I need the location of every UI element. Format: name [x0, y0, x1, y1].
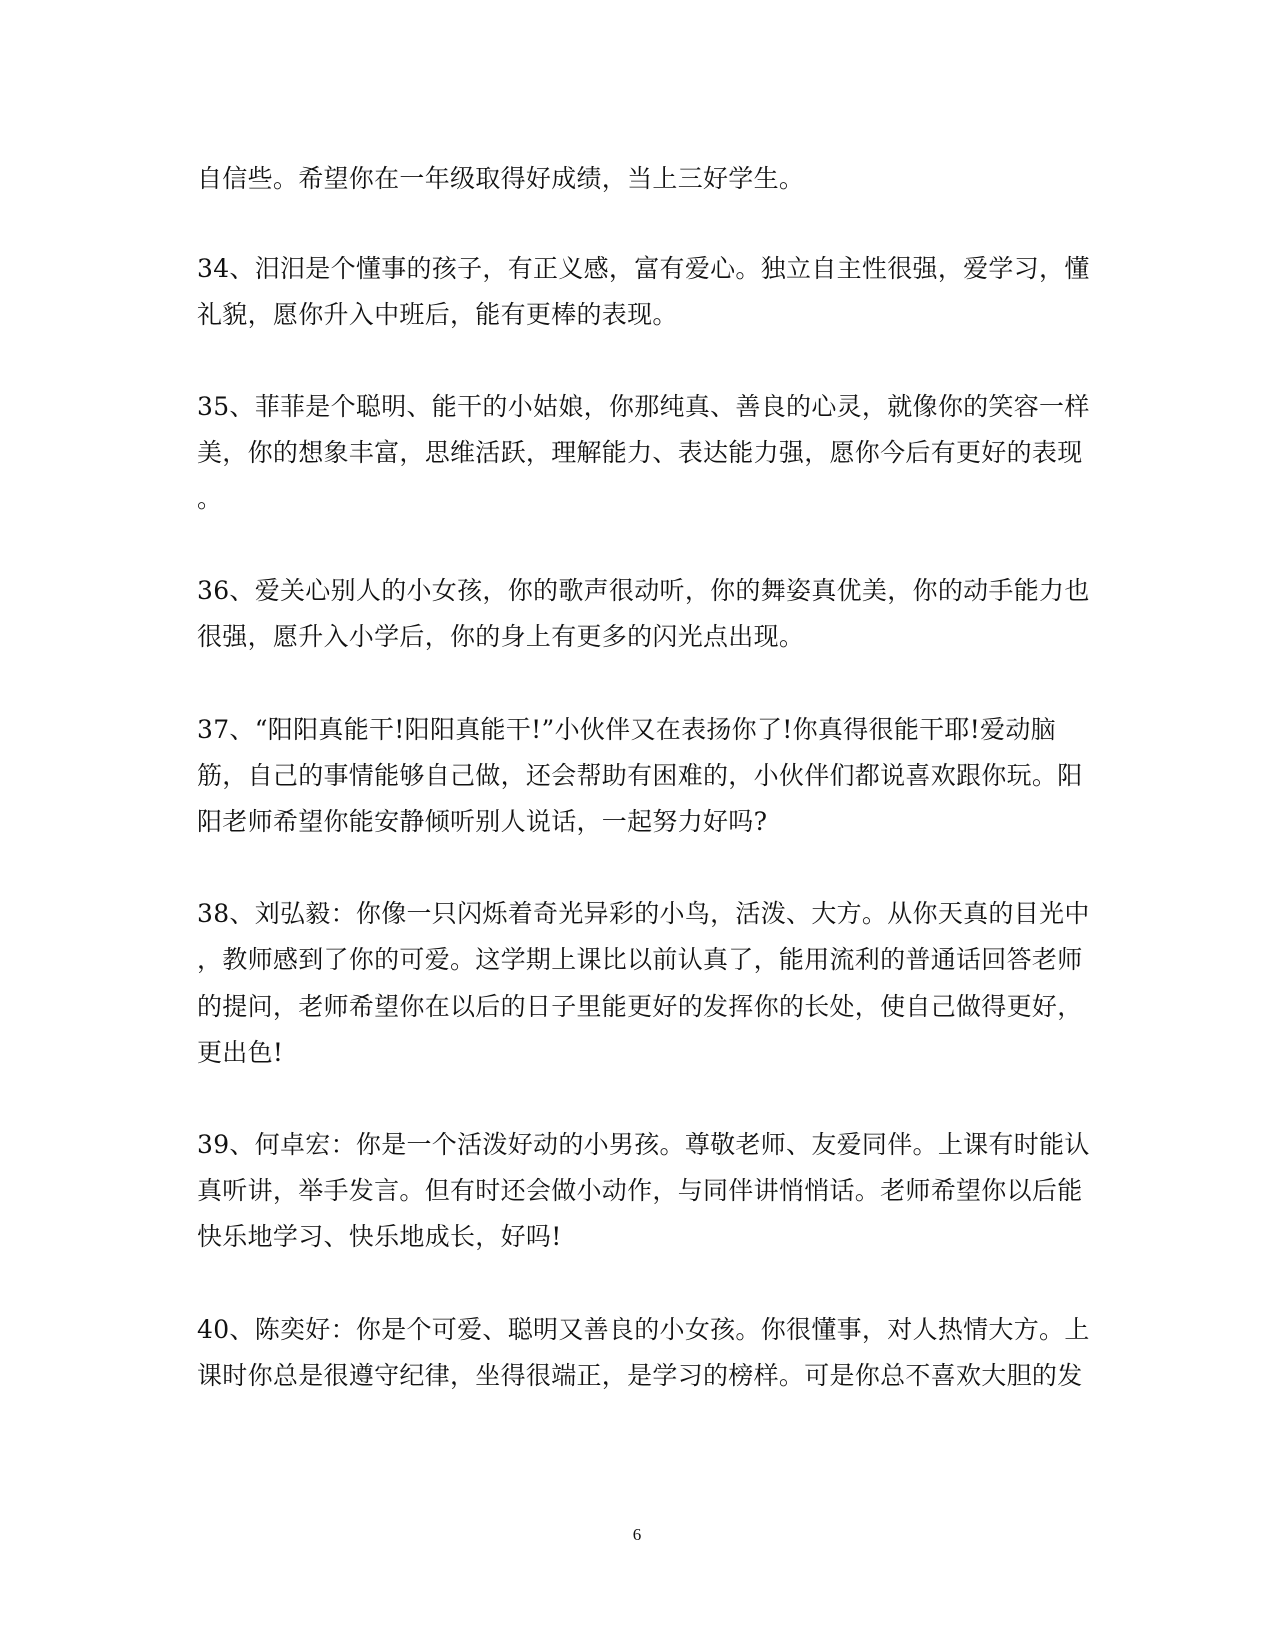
page-number: 6 [632, 1525, 642, 1544]
paragraph-line: 阳老师希望你能安静倾听别人说话，一起努力好吗? [197, 807, 768, 836]
paragraph-line: 更出色! [197, 1038, 284, 1067]
paragraph-line: 37、“阳阳真能干!阳阳真能干!”小伙伴又在表扬你了!你真得很能干耶!爱动脑 [197, 715, 1056, 744]
paragraph-line: 筋，自己的事情能够自己做，还会帮助有困难的，小伙伴们都说喜欢跟你玩。阳 [197, 761, 1083, 790]
paragraph-line: 的提问，老师希望你在以后的日子里能更好的发挥你的长处，使自己做得更好， [197, 992, 1083, 1021]
paragraph-line: 课时你总是很遵守纪律，坐得很端正，是学习的榜样。可是你总不喜欢大胆的发 [197, 1361, 1083, 1390]
paragraph-line: 礼貌，愿你升入中班后，能有更棒的表现。 [197, 300, 678, 329]
paragraph-line: 真听讲，举手发言。但有时还会做小动作，与同伴讲悄悄话。老师希望你以后能 [197, 1176, 1083, 1205]
paragraph-line: 40、陈奕好：你是个可爱、聪明又善良的小女孩。你很懂事，对人热情大方。上 [197, 1315, 1090, 1344]
paragraph-line: ，教师感到了你的可爱。这学期上课比以前认真了，能用流利的普通话回答老师 [197, 945, 1083, 974]
paragraph-line: 自信些。希望你在一年级取得好成绩，当上三好学生。 [197, 164, 805, 193]
paragraph-line: 36、爱关心别人的小女孩，你的歌声很动听，你的舞姿真优美，你的动手能力也 [197, 576, 1090, 605]
paragraph-line: 35、菲菲是个聪明、能干的小姑娘，你那纯真、善良的心灵，就像你的笑容一样 [197, 392, 1090, 421]
paragraph-line: 34、汨汨是个懂事的孩子，有正义感，富有爱心。独立自主性很强，爱学习，懂 [197, 254, 1090, 283]
paragraph-line: 美，你的想象丰富，思维活跃，理解能力、表达能力强，愿你今后有更好的表现 [197, 438, 1083, 467]
paragraph-line: 。 [197, 484, 223, 513]
paragraph-line: 快乐地学习、快乐地成长，好吗! [197, 1222, 562, 1251]
paragraph-line: 39、何卓宏：你是一个活泼好动的小男孩。尊敬老师、友爱同伴。上课有时能认 [197, 1130, 1090, 1159]
paragraph-line: 很强，愿升入小学后，你的身上有更多的闪光点出现。 [197, 622, 805, 651]
paragraph-line: 38、刘弘毅：你像一只闪烁着奇光异彩的小鸟，活泼、大方。从你天真的目光中 [197, 899, 1090, 928]
